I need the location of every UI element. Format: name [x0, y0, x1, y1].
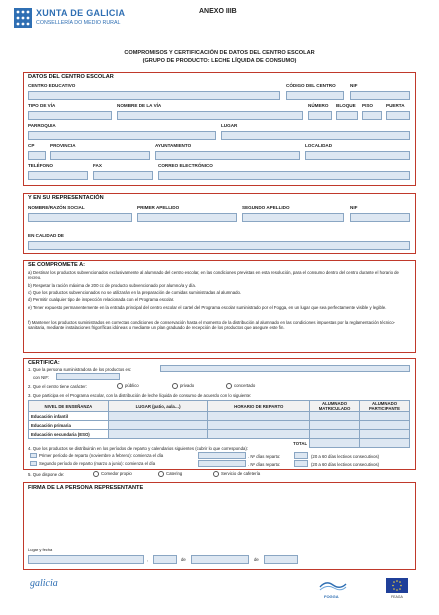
- segundo-apellido-field[interactable]: [242, 213, 344, 222]
- label-parroquia: PARROQUIA: [28, 123, 56, 128]
- period1-start-field[interactable]: [198, 452, 246, 459]
- period1-row: [30, 453, 163, 458]
- eu-fund-label: FEAGA: [391, 595, 403, 599]
- suministrador-field[interactable]: [160, 365, 410, 372]
- label-nombre: NOMBRE/RAZÓN SOCIAL: [28, 205, 85, 210]
- provincia-field[interactable]: [50, 151, 150, 160]
- row-label-primaria: Educación primaria: [29, 421, 109, 430]
- telefono-field[interactable]: [28, 171, 88, 180]
- label-segundo-apellido: SEGUNDO APELLIDO: [242, 205, 290, 210]
- firma-sep-de1: de: [181, 557, 186, 562]
- anio-field[interactable]: [264, 555, 298, 564]
- horario-infantil-cell[interactable]: [208, 412, 310, 421]
- section-title-representacion: Y EN SU REPRESENTACIÓN: [28, 195, 104, 201]
- radio-comedor[interactable]: [93, 471, 99, 477]
- row-label-infantil: Educación infantil: [29, 412, 109, 421]
- label-nif-centro: NIF: [350, 83, 358, 88]
- matriculado-infantil-cell[interactable]: [310, 412, 360, 421]
- section-datos-centro: [23, 72, 416, 186]
- period2-days-field[interactable]: [294, 460, 308, 467]
- xunta-logo: [14, 8, 32, 28]
- lugar-infantil-cell[interactable]: [108, 412, 208, 421]
- lugar-field[interactable]: [221, 131, 410, 140]
- option-publico[interactable]: [117, 383, 139, 389]
- document-title: COMPROMISOS Y CERTIFICACIÓN DE DATOS DEL CENTRO ESCOLAR: [124, 50, 315, 56]
- period2-text: Segundo período de reparto (marzo a junio): comienza el día: [39, 461, 156, 466]
- fax-field[interactable]: [93, 171, 153, 180]
- participante-total-cell[interactable]: [360, 439, 410, 448]
- q4-text: 4. Que los productos se distribuirán en los períodos de reparto y calendarios siguientes (cubrir lo que corresponda):: [28, 446, 248, 451]
- lugar-secundaria-cell[interactable]: [108, 430, 208, 439]
- table-row: [29, 430, 410, 439]
- department-name: CONSELLERÍA DO MEDIO RURAL: [36, 20, 121, 26]
- q1-text: 1. Que la persona suministradora de los productos es:: [28, 367, 132, 372]
- section-title-firma: FIRMA DE LA PERSONA REPRESENTANTE: [28, 485, 144, 491]
- option-privado[interactable]: [172, 383, 194, 389]
- radio-privado[interactable]: [172, 383, 178, 389]
- period1-days-field[interactable]: [294, 452, 308, 459]
- nombre-field[interactable]: [28, 213, 132, 222]
- compromiso-b: b) Respetar la ración máxima de 200 cc de producto subvencionado por alumno/a y día.: [28, 283, 196, 288]
- horario-primaria-cell[interactable]: [208, 421, 310, 430]
- mes-field[interactable]: [191, 555, 249, 564]
- document-subtitle: (GRUPO DE PRODUCTO: LECHE LÍQUIDA DE CONSUMO): [142, 58, 297, 64]
- label-comedor: Comedor propio: [101, 471, 132, 477]
- localidad-field[interactable]: [305, 151, 410, 160]
- participante-secundaria-cell[interactable]: [360, 430, 410, 439]
- label-localidad: LOCALIDAD: [305, 143, 333, 148]
- compromiso-c: c) Que los productos subvencionados no se utilizarán en la preparación de comidas suministradas al alumnado.: [28, 290, 242, 295]
- period2-note: (20 a 60 días lectivos consecutivos): [311, 462, 380, 467]
- matriculado-primaria-cell[interactable]: [310, 421, 360, 430]
- puerta-field[interactable]: [386, 111, 410, 120]
- suministrador-nif-field[interactable]: [56, 373, 120, 380]
- lugar-primaria-cell[interactable]: [108, 421, 208, 430]
- section-title-compromete: SE COMPROMETE A:: [28, 262, 85, 268]
- codigo-centro-field[interactable]: [286, 91, 344, 100]
- ayuntamiento-field[interactable]: [155, 151, 300, 160]
- label-concertado: concertado: [234, 383, 256, 389]
- compromiso-d: d) Permitir cualquier tipo de inspección relacionada con el Programa escolar.: [28, 297, 175, 302]
- label-tipo-via: TIPO DE VÍA: [28, 103, 56, 108]
- firma-sep-de2: de: [254, 557, 259, 562]
- row-label-secundaria: Educación secundaria (ESO): [29, 430, 109, 439]
- label-lugar-fecha: Lugar y fecha: [28, 547, 53, 552]
- radio-catering[interactable]: [158, 471, 164, 477]
- th-nivel: NIVEL DE ENSEÑANZA: [29, 401, 109, 412]
- participante-primaria-cell[interactable]: [360, 421, 410, 430]
- period2-row: [30, 461, 155, 466]
- th-matriculado: ALUMNADO MATRICULADO: [310, 401, 360, 412]
- xunta-cross-icon: [14, 8, 32, 28]
- bloque-field[interactable]: [336, 111, 358, 120]
- th-horario: HORARIO DE REPARTO: [208, 401, 310, 412]
- option-catering[interactable]: [158, 471, 182, 477]
- label-numero: NÚMERO: [308, 103, 329, 108]
- label-cp: CP: [28, 143, 35, 148]
- participante-infantil-cell[interactable]: [360, 412, 410, 421]
- piso-field[interactable]: [362, 111, 382, 120]
- label-fax: FAX: [93, 163, 102, 168]
- primer-apellido-field[interactable]: [137, 213, 237, 222]
- nif-representante-field[interactable]: [350, 213, 410, 222]
- period2-start-field[interactable]: [198, 460, 246, 467]
- q2-text: 2. Que el centro tiene carácter:: [28, 384, 87, 389]
- q5-text: 5. Que dispone de:: [28, 472, 65, 477]
- label-centro-educativo: CENTRO EDUCATIVO: [28, 83, 76, 88]
- annex-label: ANEXO IIIB: [199, 8, 237, 15]
- compromiso-f: f) Mantener los productos suministrados en correctas condiciones de conservación hasta el momento de la distribución al alumnado en las condiciones impuestas por la reglamentación técnico-sanitaria, mediante instalaciones frigoríficas idóneas o mediante un plan graduado de recepción de los productos que asegure este fin.: [28, 320, 396, 331]
- period1-note: (20 a 60 días lectivos consecutivos): [311, 454, 380, 459]
- calidad-field[interactable]: [28, 241, 410, 250]
- label-nombre-via: NOMBRE DE LA VÍA: [117, 103, 162, 108]
- compromiso-e: e) Tener expuesto permanentemente en la entrada principal del centro escolar el cartel del Programa escolar suministrado por el Fogga, en un lugar que sea perfectamente visible y legible.: [28, 305, 387, 310]
- matriculado-total-cell[interactable]: [310, 439, 360, 448]
- label-telefono: TELÉFONO: [28, 163, 54, 168]
- lugar-field[interactable]: [28, 555, 144, 564]
- firma-sep-comma: ,: [147, 557, 149, 562]
- nombre-via-field[interactable]: [117, 111, 303, 120]
- period1-text: Primer período de reparto (noviembre a febrero): comienza el día: [39, 453, 164, 458]
- correo-field[interactable]: [158, 171, 410, 180]
- nif-centro-field[interactable]: [350, 91, 410, 100]
- option-comedor[interactable]: [93, 471, 132, 477]
- q1-nif-label: con NIF:: [33, 375, 50, 380]
- q5-row: [28, 472, 64, 477]
- section-title-certifica: CERTIFICA:: [28, 360, 60, 366]
- table-row: [29, 421, 410, 430]
- label-cafeteria: Servicio de cafetería: [221, 471, 261, 477]
- centro-educativo-field[interactable]: [28, 91, 280, 100]
- label-publico: público: [125, 383, 139, 389]
- table-row: [29, 412, 410, 421]
- section-title-datos: DATOS DEL CENTRO ESCOLAR: [28, 74, 114, 80]
- horario-secundaria-cell[interactable]: [208, 430, 310, 439]
- label-piso: PISO: [362, 103, 373, 108]
- period2-days-label: . Nº días reparto:: [248, 462, 281, 467]
- period1-days-label: . Nº días reparto:: [248, 454, 281, 459]
- label-ayuntamiento: AYUNTAMIENTO: [155, 143, 192, 148]
- label-catering: Catering: [166, 471, 183, 477]
- th-participante: ALUMNADO PARTICIPANTE: [360, 401, 410, 412]
- label-puerta: PUERTA: [386, 103, 405, 108]
- label-lugar: LUGAR: [221, 123, 238, 128]
- fogga-logo-text: FOGGA: [324, 594, 339, 599]
- dia-field[interactable]: [153, 555, 177, 564]
- label-calidad: EN CALIDAD DE: [28, 233, 64, 238]
- label-nif-representante: NIF: [350, 205, 358, 210]
- label-privado: privado: [180, 383, 195, 389]
- period2-checkbox[interactable]: [30, 461, 37, 466]
- radio-publico[interactable]: [117, 383, 123, 389]
- th-lugar: LUGAR (patio, aula…): [108, 401, 208, 412]
- option-cafeteria[interactable]: [213, 471, 260, 477]
- galicia-logo: [30, 578, 58, 589]
- brand-name: XUNTA DE GALICIA: [36, 8, 126, 18]
- option-concertado[interactable]: [226, 383, 255, 389]
- label-correo: CORREO ELECTRÓNICO: [158, 163, 213, 168]
- galicia-logo-text: galicia: [30, 578, 58, 589]
- label-bloque: BLOQUE: [336, 103, 356, 108]
- label-codigo-centro: CÓDIGO DEL CENTRO: [286, 83, 336, 88]
- parroquia-field[interactable]: [28, 131, 216, 140]
- tipo-via-field[interactable]: [28, 111, 112, 120]
- cp-field[interactable]: [28, 151, 46, 160]
- label-primer-apellido: PRIMER APELLIDO: [137, 205, 180, 210]
- label-provincia: PROVINCIA: [50, 143, 76, 148]
- period1-checkbox[interactable]: [30, 453, 37, 458]
- eu-stars-icon: [386, 578, 408, 593]
- radio-concertado[interactable]: [226, 383, 232, 389]
- compromiso-a: a) Destinar los productos subvencionados exclusivamente al alumnado del centro escolar, en las condiciones previstas en esta resolución, para el consumo dentro del centro durante el horario de recreo.: [28, 270, 399, 281]
- distribution-table: [28, 400, 410, 448]
- eu-flag-icon: [386, 578, 408, 593]
- radio-cafeteria[interactable]: [213, 471, 219, 477]
- matriculado-secundaria-cell[interactable]: [310, 430, 360, 439]
- numero-field[interactable]: [308, 111, 332, 120]
- total-label: TOTAL: [29, 439, 310, 448]
- q3-text: 3. Que participa en el Programa escolar, con la distribución de leche líquida de consumo de acuerdo con lo siguiente:: [28, 393, 252, 398]
- table-header-row: [29, 401, 410, 412]
